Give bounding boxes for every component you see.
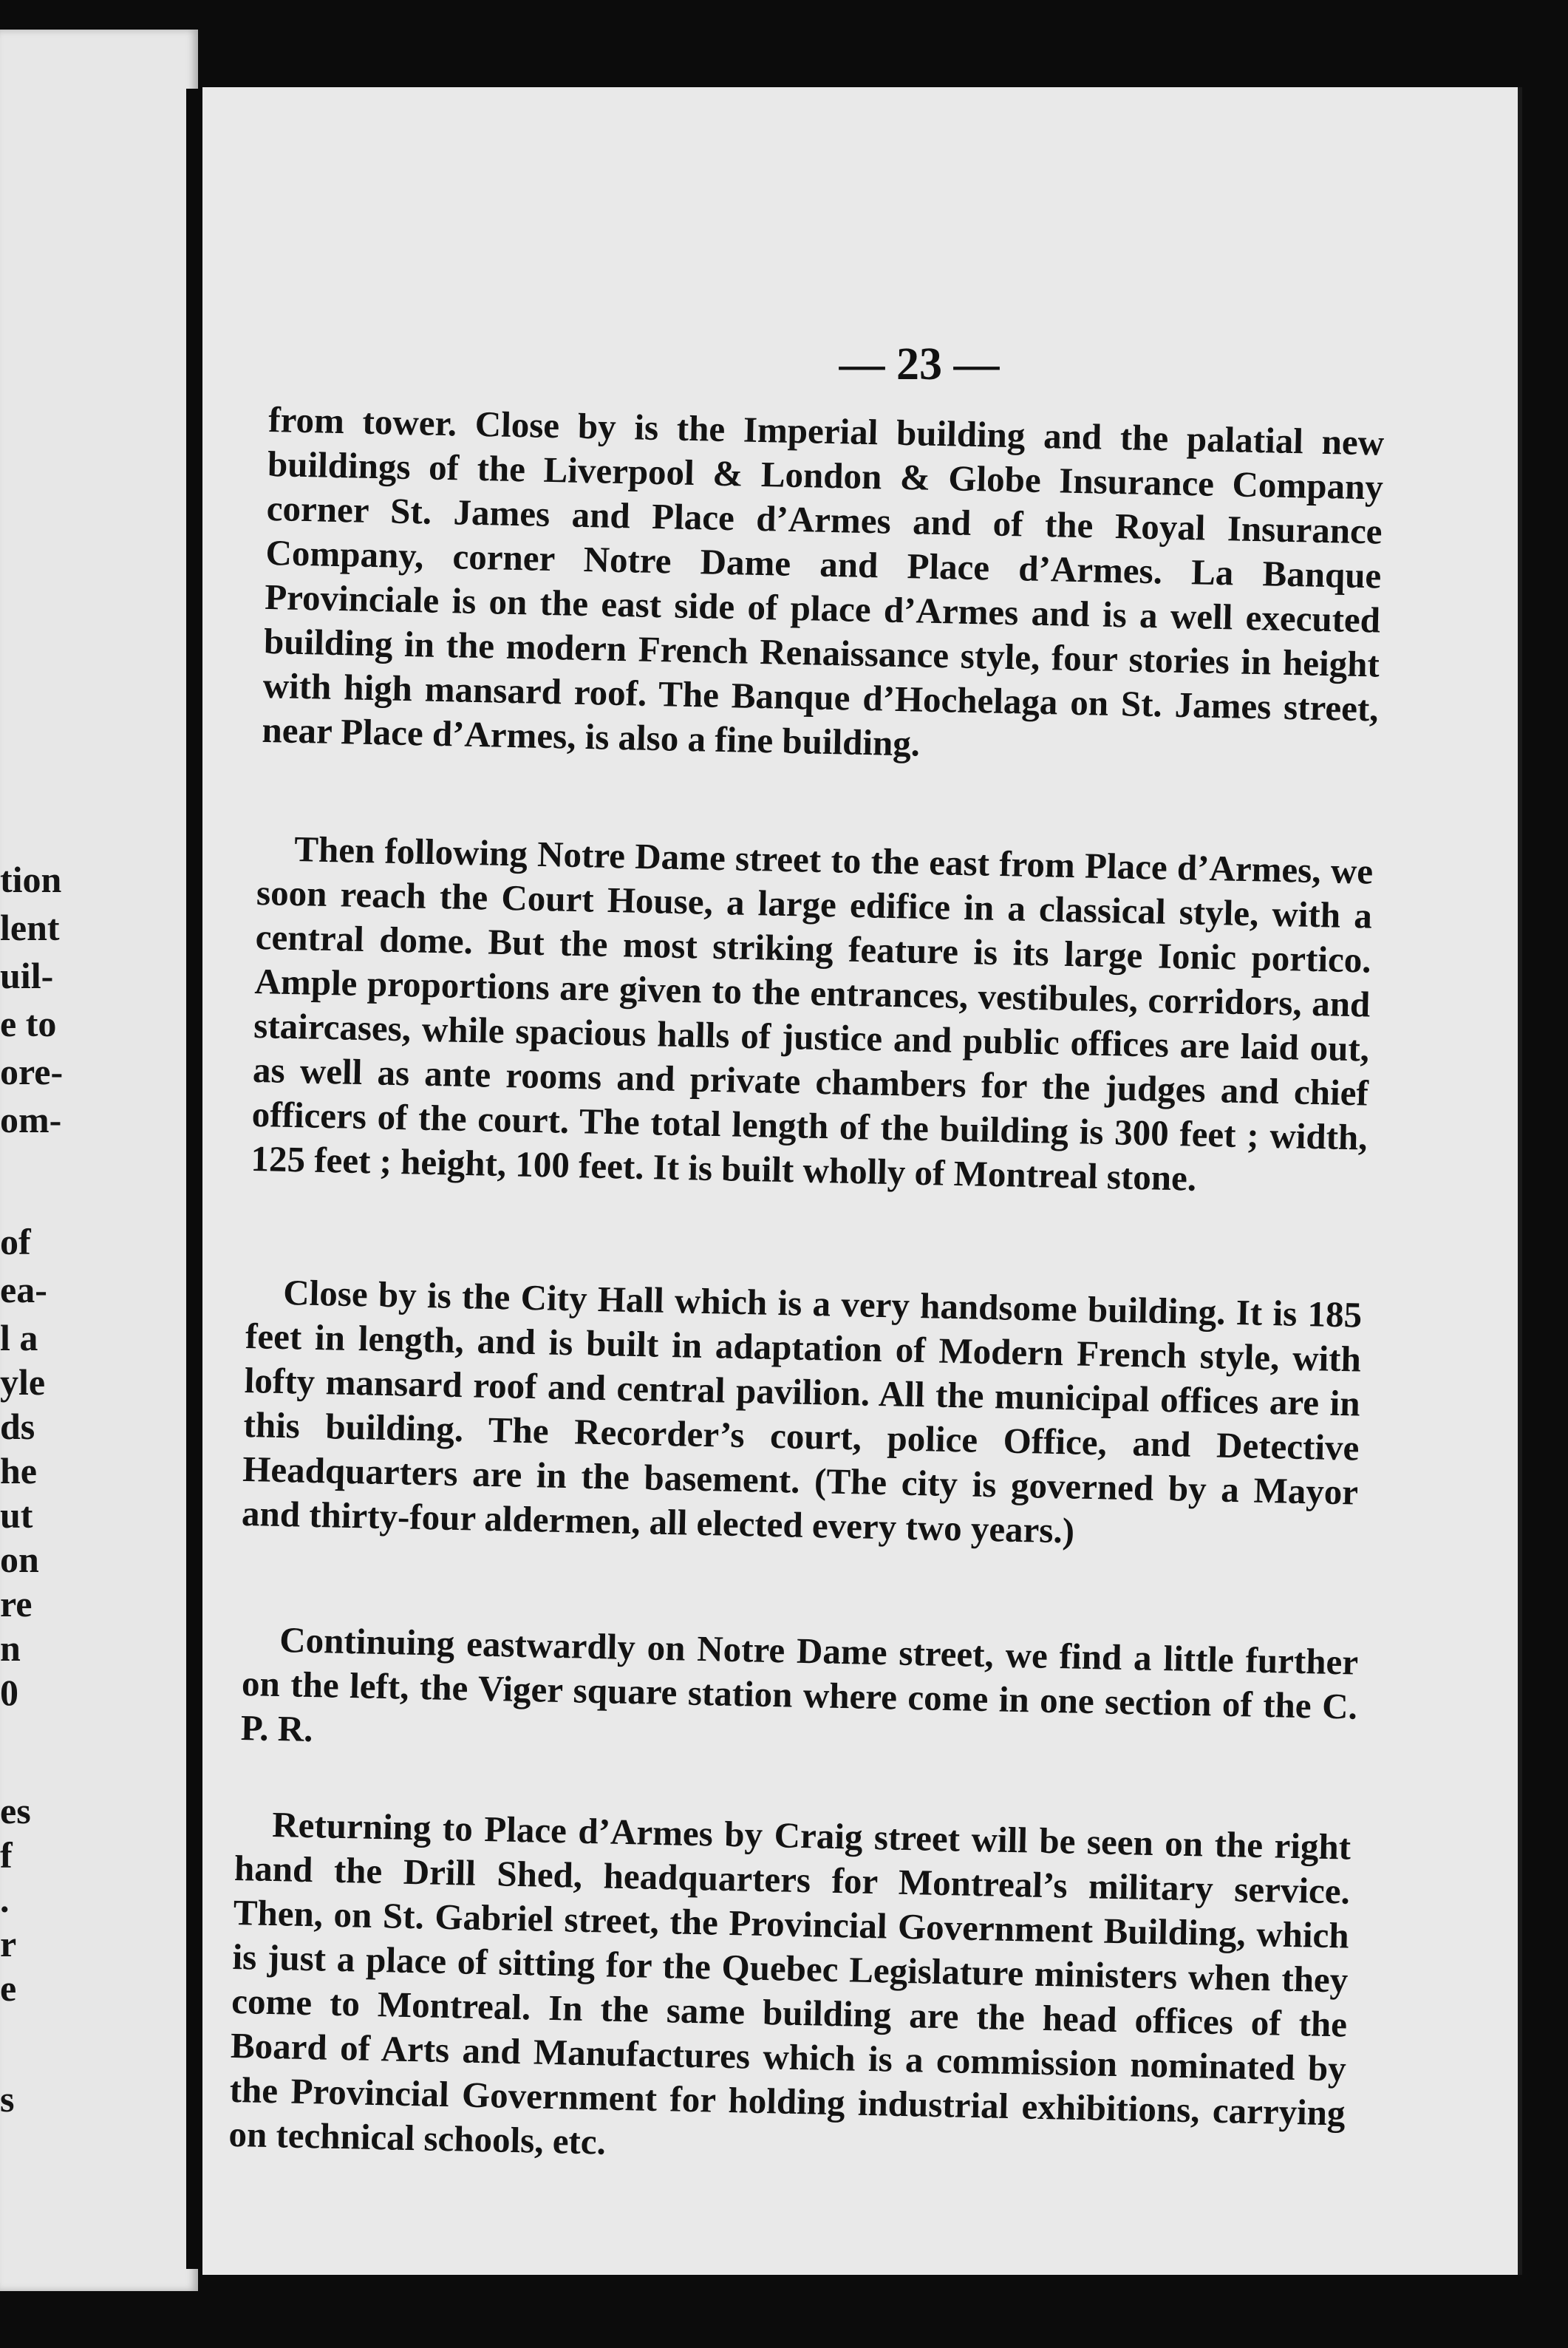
paragraph-text: Close by is the City Hall which is a very handsome building. It is 185 feet in length, and is built in adaptation of Modern French style, with lofty mansard roof and central pavilion. All the municipal offices are in this building. The Recorder’s court, police Office, and Detective Headquarters are in the basement. (The city is governed by a Mayor and thirty-four aldermen, all elected every two years.)	[241, 1272, 1363, 1551]
paragraph	[250, 826, 1374, 1205]
previous-page-text: s	[0, 2078, 15, 2120]
paragraph-text: from tower. Close by is the Imperial building and the palatial new buildings of the Liverpool & London & Globe Insurance Company corner St. James and Place d’Armes and of the Royal Insurance Company, corner Notre Dame and Place d’Armes. La Banque Provinciale is on the east side of place d’Armes and is a well executed building in the modern French Renaissance style, four stories in height with high mansard roof. The Banque d’Hochelaga on St. James street, near Place d’Armes, is also a fine building.	[262, 398, 1385, 764]
previous-page-text: ut	[0, 1494, 33, 1536]
previous-page-text: es	[0, 1790, 31, 1831]
paragraph	[240, 1617, 1358, 1774]
paragraph	[241, 1270, 1362, 1559]
book-gutter	[186, 89, 202, 2269]
previous-page-edge	[0, 30, 198, 2291]
previous-page-text: re	[0, 1583, 33, 1624]
page-number: — 23 —	[839, 339, 1000, 389]
paragraph-text: Then following Notre Dame street to the east from Place d’Armes, we soon reach the Court House, a large edifice in a classical style, with a central dome. But the most striking feature is its large Ionic portico. Ample proportions are given to the entrances, vestibules, corridors, and staircases, while spacious halls of justice and public offices are laid out, as well as ante rooms and private chambers for the judges and chief officers of the court. The total length of the building is 300 feet ; width, 125 feet ; height, 100 feet. It is built wholly of Montreal stone.	[250, 828, 1374, 1199]
previous-page-text: e to	[0, 1003, 57, 1044]
previous-page-text: f	[0, 1834, 13, 1876]
previous-page-text: he	[0, 1450, 37, 1491]
previous-page-text: of	[0, 1221, 31, 1262]
previous-page-text: ore-	[0, 1051, 64, 1092]
previous-page-text: l a	[0, 1317, 38, 1358]
previous-page-text: .	[0, 1879, 10, 1920]
previous-page-text: om-	[0, 1099, 62, 1140]
previous-page-text: ea-	[0, 1269, 47, 1310]
previous-page-text: on	[0, 1539, 39, 1580]
previous-page-text: uil-	[0, 955, 54, 996]
previous-page-text: ds	[0, 1406, 35, 1447]
paragraph-text: Continuing eastwardly on Notre Dame street, we find a little further on the left, the Viger square station where come in one section of the C. P. R.	[240, 1619, 1359, 1750]
previous-page-text: 0	[0, 1672, 18, 1713]
paragraph	[228, 1802, 1351, 2180]
previous-page-text: e	[0, 1967, 17, 2009]
book-page	[202, 87, 1518, 2275]
previous-page-text: tion	[0, 859, 62, 900]
previous-page-text: r	[0, 1923, 17, 1964]
paragraph	[262, 398, 1385, 776]
previous-page-text: lent	[0, 907, 60, 948]
previous-page-text: yle	[0, 1361, 46, 1403]
previous-page-text: n	[0, 1627, 21, 1669]
paragraph-text: Returning to Place d’Armes by Craig street will be seen on the right hand the Drill Shed, headquarters for Montreal’s military service. Then, on St. Gabriel street, the Provincial Government Building, which is just a place of sitting for the Quebec Legislature ministers when they come to Montreal. In the same building are the head offices of the Board of Arts and Manufactures which is a commission nominated by the Provincial Government for holding industrial exhibitions, carrying on technical schools, etc.	[228, 1804, 1351, 2162]
